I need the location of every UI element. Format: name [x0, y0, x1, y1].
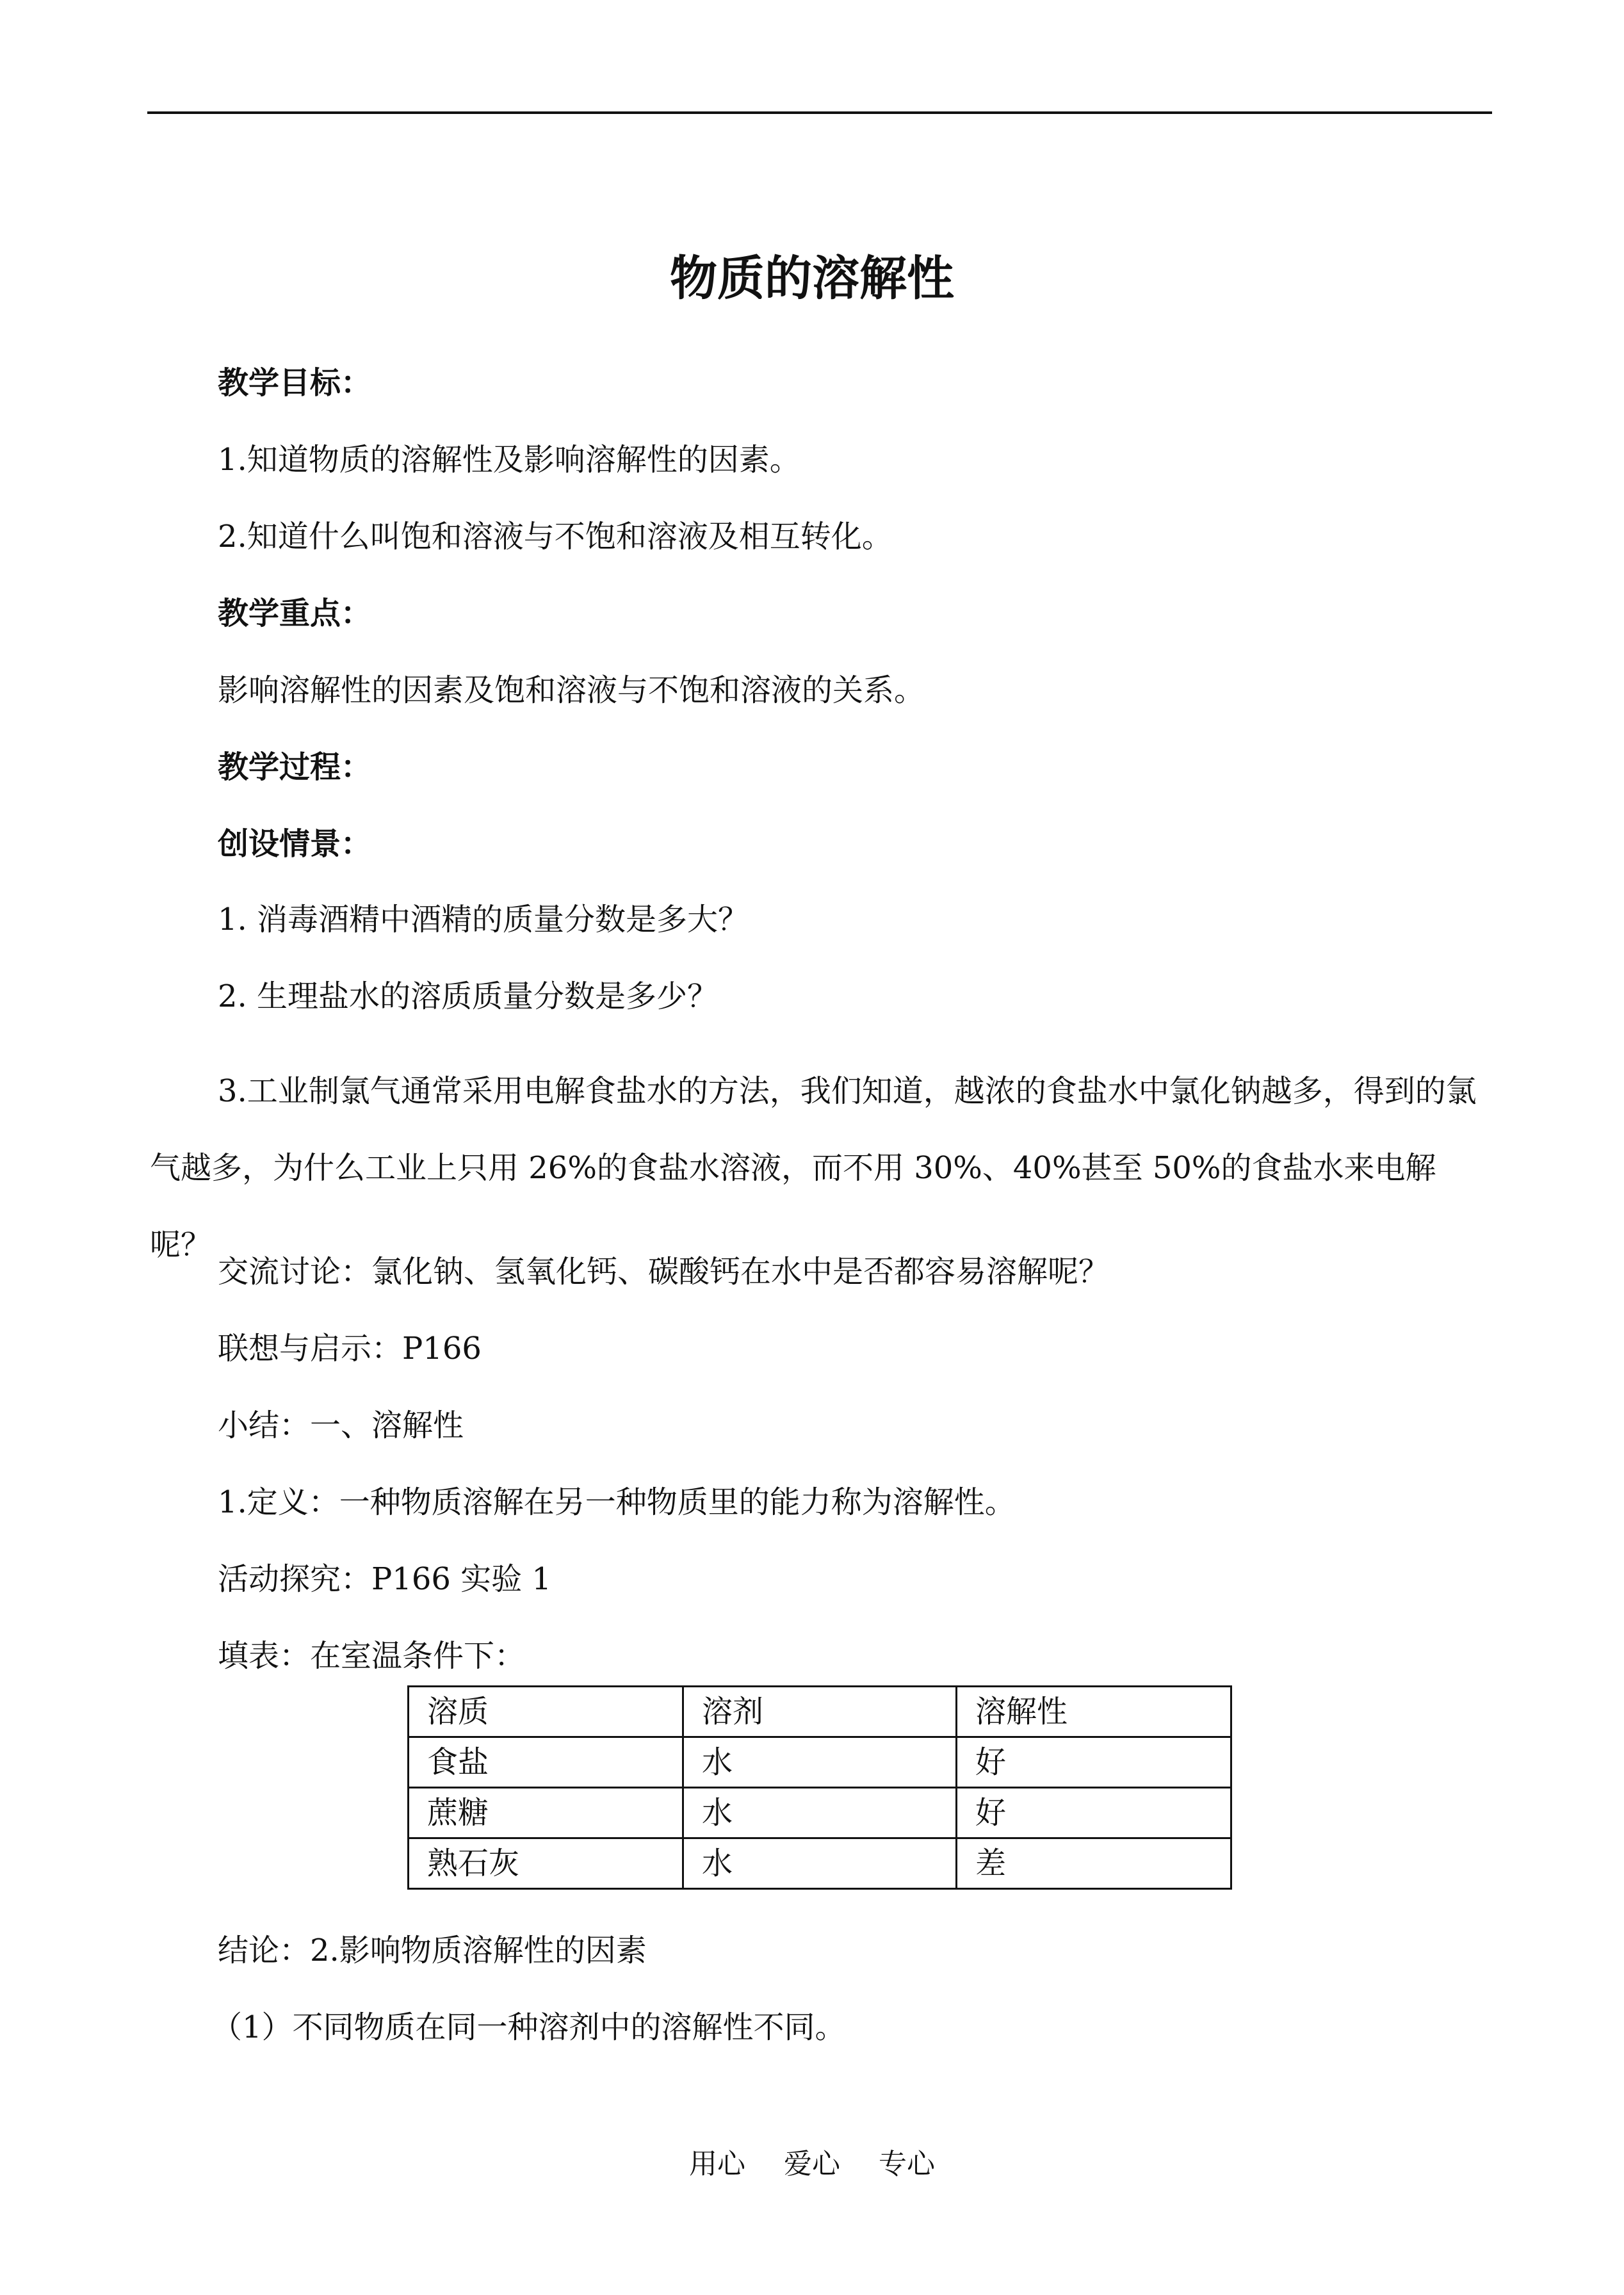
activity-text: 活动探究：P166 实验 1: [218, 1561, 551, 1597]
table-cell: 水: [683, 1788, 957, 1838]
question-1: 1. 消毒酒精中酒精的质量分数是多大？: [218, 902, 749, 937]
table-cell: 熟石灰: [409, 1838, 683, 1889]
fill-table-text: 填表：在室温条件下：: [218, 1638, 526, 1674]
objective-1: 1.知道物质的溶解性及影响溶解性的因素。: [218, 442, 800, 478]
table-cell: 好: [957, 1737, 1231, 1788]
page-footer: [0, 2145, 1624, 2184]
question-3-paragraph: 3.工业制氯气通常采用电解食盐水的方法，我们知道，越浓的食盐水中氯化钠越多，得到的氯气越多，为什么工业上只用 26%的食盐水溶液，而不用 30%、40%甚至 50%的食盐水来电解呢？: [150, 1073, 1477, 1263]
association-text: 联想与启示：P166: [218, 1331, 482, 1366]
table-row: [409, 1788, 1231, 1838]
table-cell: 好: [957, 1788, 1231, 1838]
key-points-heading: 教学重点：: [218, 596, 372, 631]
footer-word: 爱心: [784, 2148, 840, 2180]
footer-word: 专心: [879, 2148, 935, 2180]
summary-text: 小结：一、溶解性: [218, 1407, 464, 1443]
solubility-table: [407, 1685, 1232, 1890]
scenario-heading: 创设情景：: [218, 826, 372, 862]
objectives-heading: 教学目标：: [218, 365, 372, 401]
discussion-text: 交流讨论：氯化钠、氢氧化钙、碳酸钙在水中是否都容易溶解呢？: [218, 1254, 1110, 1290]
definition-text: 1.定义：一种物质溶解在另一种物质里的能力称为溶解性。: [218, 1484, 1016, 1520]
table-cell: 水: [683, 1737, 957, 1788]
table-cell: 食盐: [409, 1737, 683, 1788]
objective-2: 2.知道什么叫饱和溶液与不饱和溶液及相互转化。: [218, 519, 893, 555]
table-cell: 差: [957, 1838, 1231, 1889]
table-header-cell: 溶剂: [683, 1687, 957, 1737]
key-points-text: 影响溶解性的因素及饱和溶液与不饱和溶液的关系。: [218, 672, 925, 708]
table-header-cell: 溶解性: [957, 1687, 1231, 1737]
table-row: [409, 1838, 1231, 1889]
table-header-cell: 溶质: [409, 1687, 683, 1737]
header-rule: [147, 111, 1492, 114]
table-cell: 水: [683, 1838, 957, 1889]
document-title: 物质的溶解性: [670, 251, 954, 306]
conclusion-text: 结论：2.影响物质溶解性的因素: [218, 1933, 647, 1968]
table-header-row: [409, 1687, 1231, 1737]
question-2: 2. 生理盐水的溶质质量分数是多少？: [218, 978, 719, 1014]
process-heading: 教学过程：: [218, 749, 372, 785]
conclusion-point-1: （1）不同物质在同一种溶剂中的溶解性不同。: [211, 2009, 846, 2045]
table-cell: 蔗糖: [409, 1788, 683, 1838]
solubility-table-container: [407, 1685, 1232, 1890]
footer-word: 用心: [689, 2148, 745, 2180]
table-row: [409, 1737, 1231, 1788]
